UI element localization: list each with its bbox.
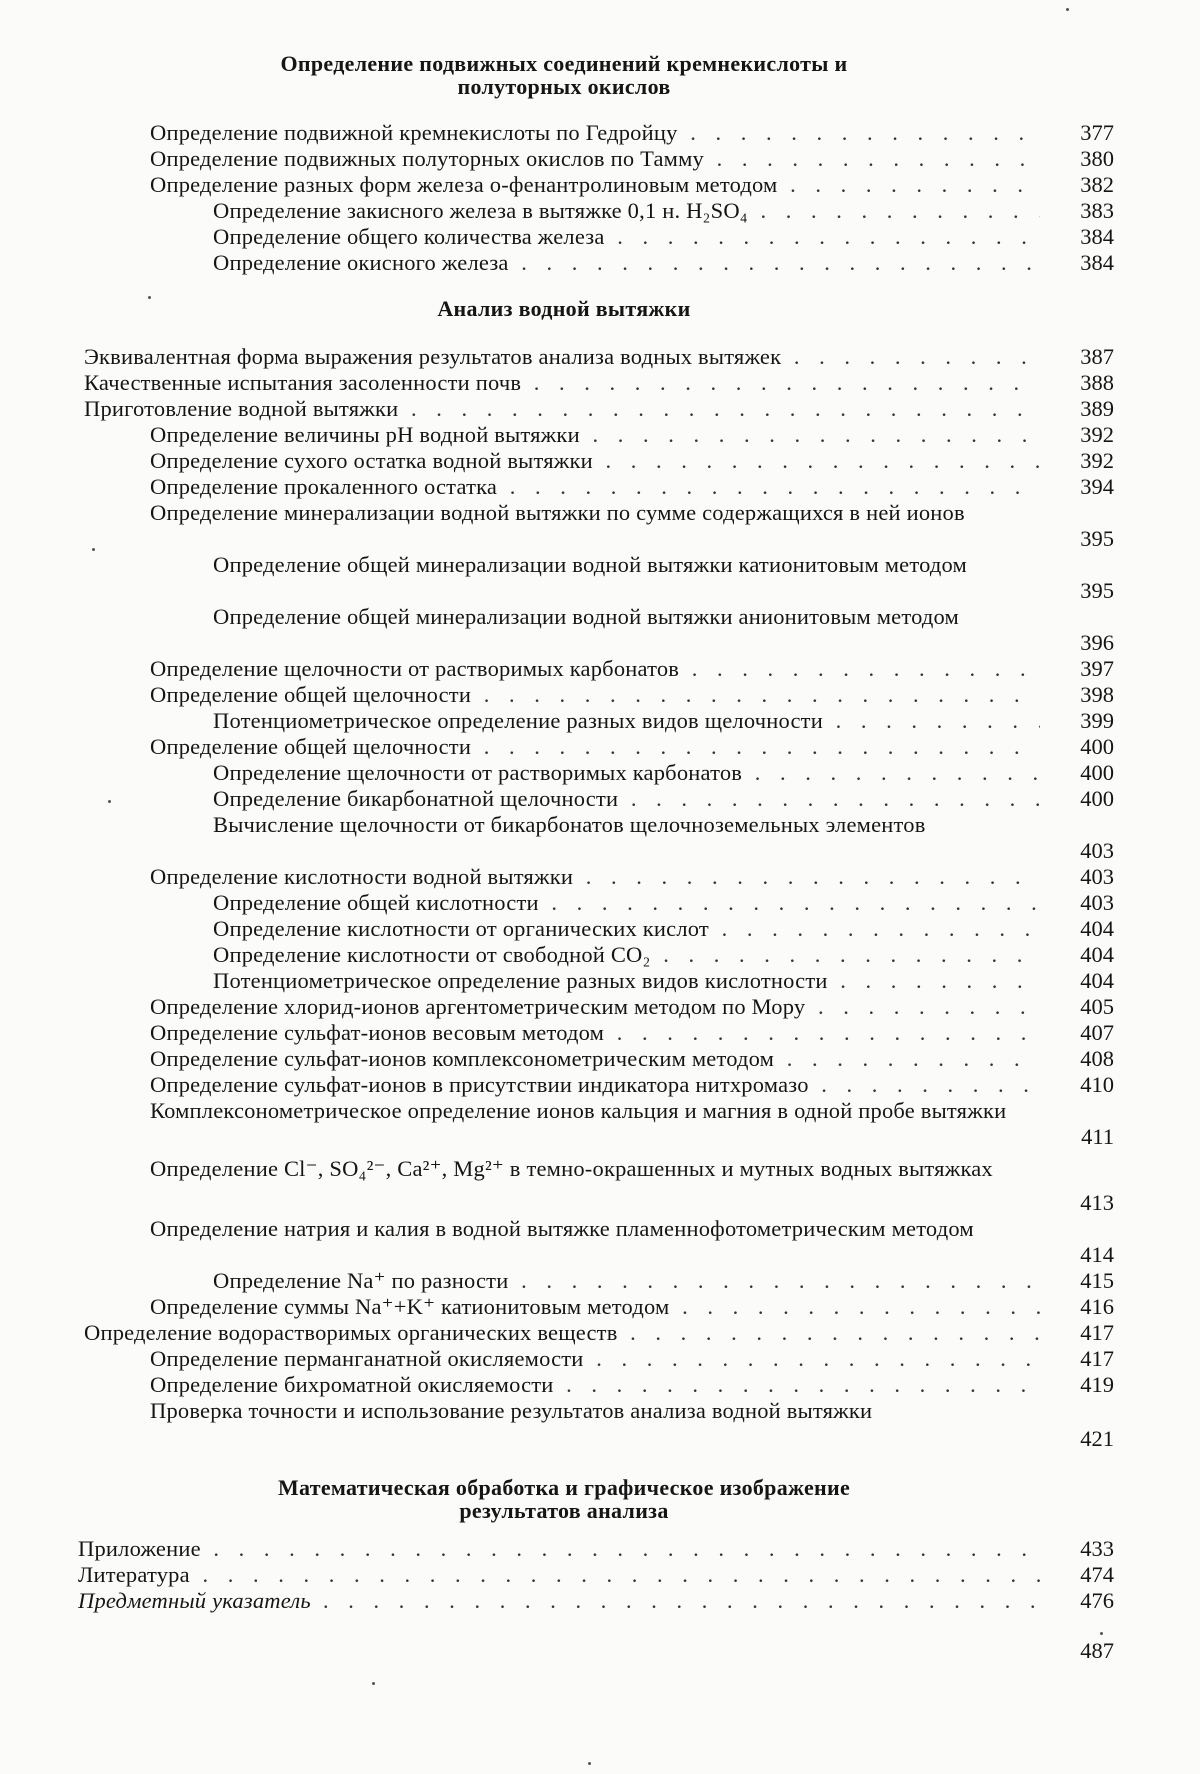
toc-entry: Определение общей щелочности . . . <box>150 734 1040 760</box>
heading-line: Математическая обработка и графическое изображение <box>277 1475 851 1500</box>
scan-speck <box>1100 1632 1103 1635</box>
toc-entry: Определение разных форм железа о-фенантролиновым методом . . . <box>150 172 1040 198</box>
toc-entry: Определение Na⁺ по разности . . . <box>213 1268 1040 1294</box>
toc-entry: Определение прокаленного остатка . . . <box>150 474 1040 500</box>
toc-page-number: 400 <box>1080 760 1114 785</box>
toc-entry: Определение щелочности от растворимых карбонатов . . . <box>213 760 1040 786</box>
toc-entry: Определение натрия и калия в водной вытяжке пламеннофотометрическим методом <box>150 1216 974 1241</box>
toc-entry: Литература . . . <box>78 1562 1040 1588</box>
scan-speck <box>588 1762 591 1765</box>
toc-page-number: 408 <box>1080 1046 1114 1071</box>
toc-entry: Потенциометрическое определение разных видов щелочности . . . <box>213 708 1040 734</box>
toc-page-number: 403 <box>1080 838 1114 863</box>
toc-entry: Определение хлорид-ионов аргентометрическим методом по Мору . . . <box>150 994 1040 1020</box>
toc-entry: Эквивалентная форма выражения результатов анализа водных вытяжек . . . <box>84 344 1040 370</box>
toc-entry: Вычисление щелочности от бикарбонатов щелочноземельных элементов <box>213 812 926 837</box>
toc-page-number: 400 <box>1080 786 1114 811</box>
toc-entry: Проверка точности и использование результатов анализа водной вытяжки <box>150 1398 873 1423</box>
toc-entry: Определение подвижной кремнекислоты по Гедройцу . . . <box>150 120 1040 146</box>
toc-entry: Определение общей щелочности . . . <box>150 682 1040 708</box>
toc-entry: Определение подвижных полуторных окислов по Тамму . . . <box>150 146 1040 172</box>
toc-entry: Определение щелочности от растворимых карбонатов . . . <box>150 656 1040 682</box>
toc-entry: Определение кислотности водной вытяжки . . . <box>150 864 1040 890</box>
toc-page-number: 382 <box>1080 172 1114 197</box>
toc-page-number: 403 <box>1080 864 1114 889</box>
toc-entry: Определение общей минерализации водной вытяжки анионитовым методом <box>213 604 959 629</box>
toc-page-number: 404 <box>1080 942 1114 967</box>
toc-entry: Определение величины pH водной вытяжки . . . <box>150 422 1040 448</box>
toc-page-number: 411 <box>1081 1124 1114 1149</box>
toc-page-number: 392 <box>1080 422 1114 447</box>
toc-page-number: 399 <box>1080 708 1114 733</box>
toc-page-number: 395 <box>1080 578 1114 603</box>
toc-page-number: 403 <box>1080 890 1114 915</box>
toc-page-number: 405 <box>1080 994 1114 1019</box>
toc-page-number: 397 <box>1080 656 1114 681</box>
scan-speck <box>108 800 111 803</box>
toc-page-number: 416 <box>1080 1294 1114 1319</box>
toc-entry: Определение бихроматной окисляемости . . . <box>150 1372 1040 1398</box>
toc-page-number: 394 <box>1080 474 1114 499</box>
toc-page-number: 421 <box>1080 1426 1114 1451</box>
heading-line: Определение подвижных соединений кремнекислоты и <box>280 51 848 76</box>
scan-speck <box>372 1682 375 1685</box>
section-heading <box>174 1476 954 1522</box>
toc-page-number: 417 <box>1080 1346 1114 1371</box>
toc-page-number: 398 <box>1080 682 1114 707</box>
toc-page-number: 404 <box>1080 916 1114 941</box>
toc-page-number: 414 <box>1080 1242 1114 1267</box>
toc-page-number: 387 <box>1080 344 1114 369</box>
toc-entry: Определение сухого остатка водной вытяжки . . . <box>150 448 1040 474</box>
toc-page-number: 433 <box>1080 1536 1114 1561</box>
toc-page-number: 384 <box>1080 250 1114 275</box>
toc-page-number: 389 <box>1080 396 1114 421</box>
toc-entry: Определение общей кислотности . . . <box>213 890 1040 916</box>
heading-line: результатов анализа <box>459 1498 669 1523</box>
section-heading <box>174 52 954 98</box>
toc-entry: Предметный указатель . . . <box>78 1588 1040 1614</box>
toc-page-number: 417 <box>1080 1320 1114 1345</box>
toc-page-number: 404 <box>1080 968 1114 993</box>
toc-entry: Определение водорастворимых органических веществ . . . <box>84 1320 1040 1346</box>
toc-entry: Определение суммы Na⁺+K⁺ катионитовым методом . . . <box>150 1294 1040 1320</box>
toc-entry: Определение сульфат-ионов комплексонометрическим методом . . . <box>150 1046 1040 1072</box>
toc-page-number: 476 <box>1080 1588 1114 1613</box>
toc-entry: Определение общего количества железа . . . <box>213 224 1040 250</box>
scan-speck <box>1066 8 1069 11</box>
toc-entry: Определение закисного железа в вытяжке 0,1 н. H₂SO₄ . . . <box>213 198 1040 224</box>
toc-entry: Определение бикарбонатной щелочности . . . <box>213 786 1040 812</box>
toc-entry: Определение окисного железа . . . <box>213 250 1040 276</box>
toc-page-number: 377 <box>1080 120 1114 145</box>
toc-entry: Определение кислотности от органических кислот . . . <box>213 916 1040 942</box>
toc-page-number: 410 <box>1080 1072 1114 1097</box>
page-number: 487 <box>1080 1638 1114 1663</box>
toc-page-number: 383 <box>1080 198 1114 223</box>
toc-entry: Потенциометрическое определение разных видов кислотности . . . <box>213 968 1040 994</box>
toc-page-number: 400 <box>1080 734 1114 759</box>
heading-line: Анализ водной вытяжки <box>437 296 691 321</box>
toc-page-number: 388 <box>1080 370 1114 395</box>
toc-page-number: 413 <box>1080 1190 1114 1215</box>
toc-entry: Определение сульфат-ионов весовым методом . . . <box>150 1020 1040 1046</box>
toc-page-number: 419 <box>1080 1372 1114 1397</box>
toc-entry: Определение общей минерализации водной вытяжки катионитовым методом <box>213 552 967 577</box>
toc-page-number: 380 <box>1080 146 1114 171</box>
toc-entry: Комплексонометрическое определение ионов кальция и магния в одной пробе вытяжки <box>150 1098 1007 1123</box>
toc-page-number: 384 <box>1080 224 1114 249</box>
toc-page-number: 415 <box>1080 1268 1114 1293</box>
toc-entry: Определение минерализации водной вытяжки по сумме содержащихся в ней ионов <box>150 500 965 525</box>
scan-speck <box>148 296 151 299</box>
toc-entry: Качественные испытания засоленности почв . . . <box>84 370 1040 396</box>
toc-page-number: 407 <box>1080 1020 1114 1045</box>
toc-page-number: 392 <box>1080 448 1114 473</box>
toc-entry: Определение Cl⁻, SO₄²⁻, Ca²⁺, Mg²⁺ в темно-окрашенных и мутных водных вытяжках <box>150 1156 993 1181</box>
toc-entry: Определение кислотности от свободной CO₂ . . . <box>213 942 1040 968</box>
toc-page-number: 474 <box>1080 1562 1114 1587</box>
toc-page-number: 395 <box>1080 526 1114 551</box>
toc-entry: Определение сульфат-ионов в присутствии индикатора нитхромазо . . . <box>150 1072 1040 1098</box>
toc-page-number: 396 <box>1080 630 1114 655</box>
toc-entry: Определение перманганатной окисляемости . . . <box>150 1346 1040 1372</box>
scan-speck <box>92 548 95 551</box>
toc-entry: Приложение . . . <box>78 1536 1040 1562</box>
heading-line: полуторных окислов <box>457 74 671 99</box>
section-heading <box>174 297 954 320</box>
toc-entry: Приготовление водной вытяжки . . . <box>84 396 1040 422</box>
